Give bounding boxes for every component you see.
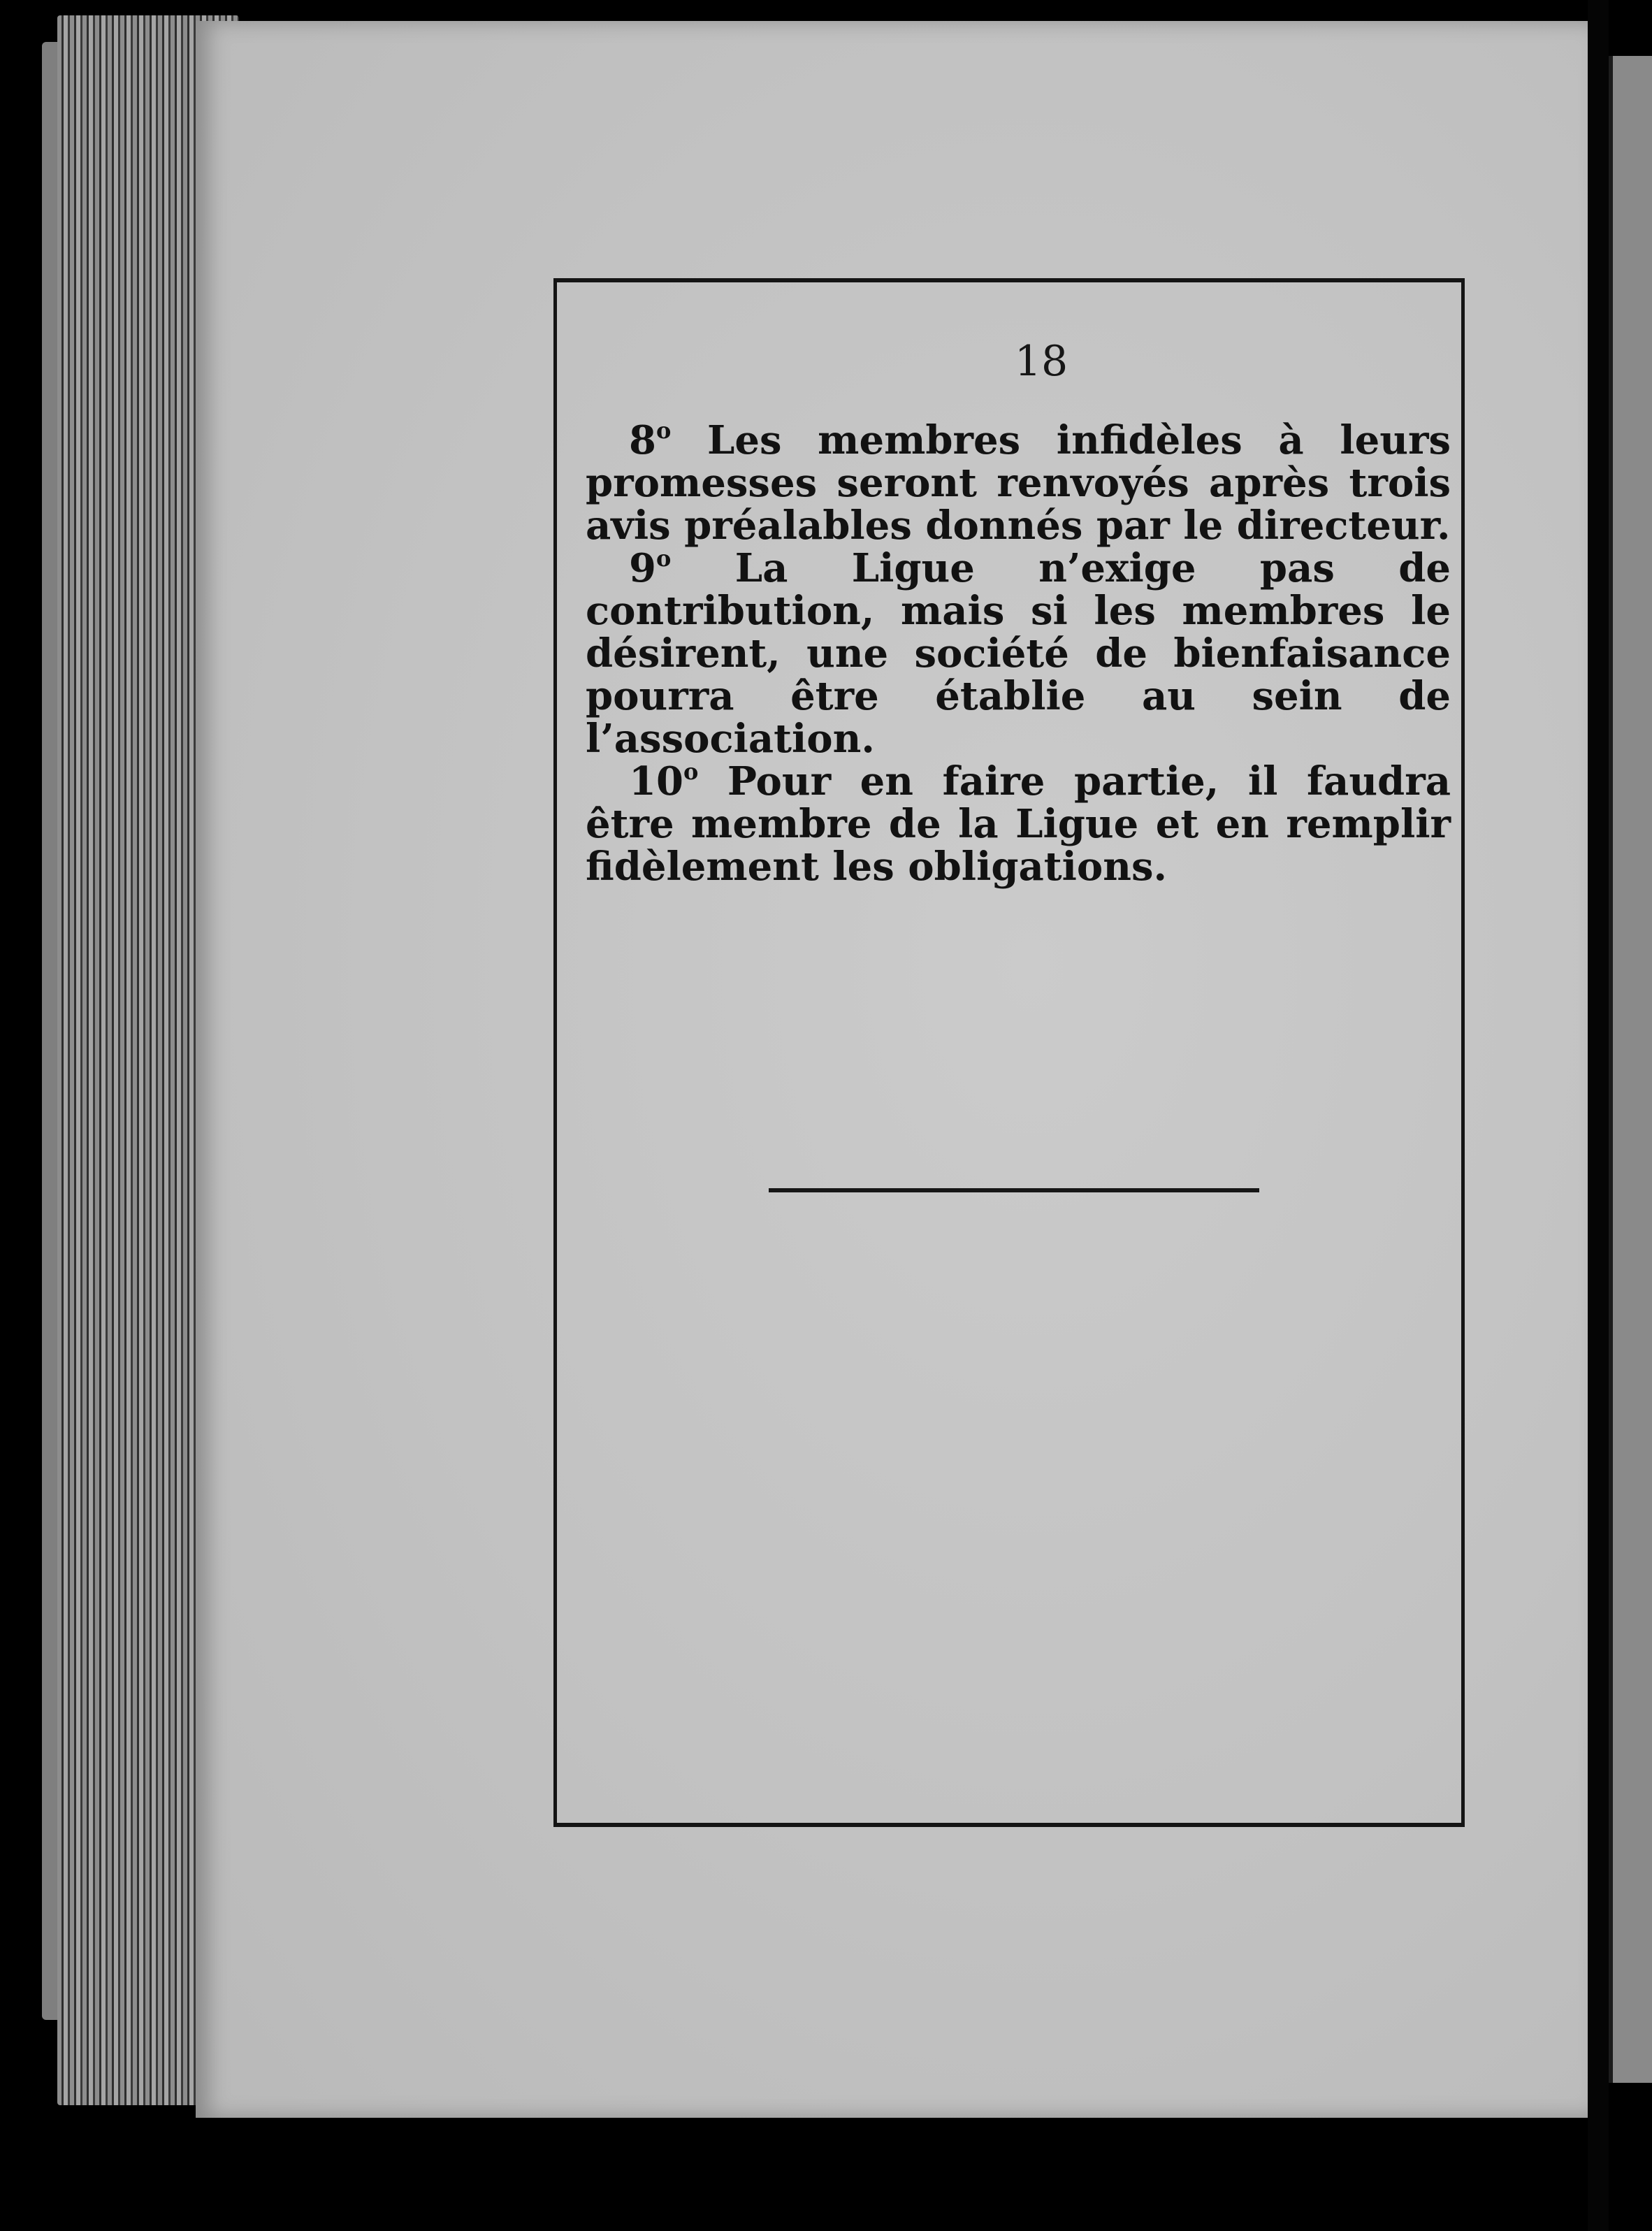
paragraph-9	[586, 547, 1451, 760]
article-text	[586, 419, 1451, 888]
section-end-rule	[769, 1188, 1259, 1192]
page-gutter	[1588, 0, 1609, 2231]
adjacent-page-edge	[1609, 56, 1652, 2083]
paragraph-text: Les membres infidèles à leurs promesses seront renvoyés après trois avis préalables donnés par le directeur.	[586, 417, 1451, 549]
paragraph-10	[586, 760, 1451, 888]
paragraph-number: 8$^o$	[629, 417, 672, 463]
page-number: 18	[1014, 337, 1068, 386]
paragraph-text: La Ligue n’exige pas de contribution, mais si les membres le désirent, une société de bienfaisance pourra être établie au sein de l’association.	[586, 545, 1451, 762]
paragraph-number: 10$^o$	[629, 758, 699, 804]
paragraph-text: Pour en faire partie, il faudra être membre de la Ligue et en remplir fidèlement les obligations.	[586, 758, 1451, 890]
paragraph-number: 9$^o$	[629, 545, 672, 591]
paragraph-8	[586, 419, 1451, 547]
